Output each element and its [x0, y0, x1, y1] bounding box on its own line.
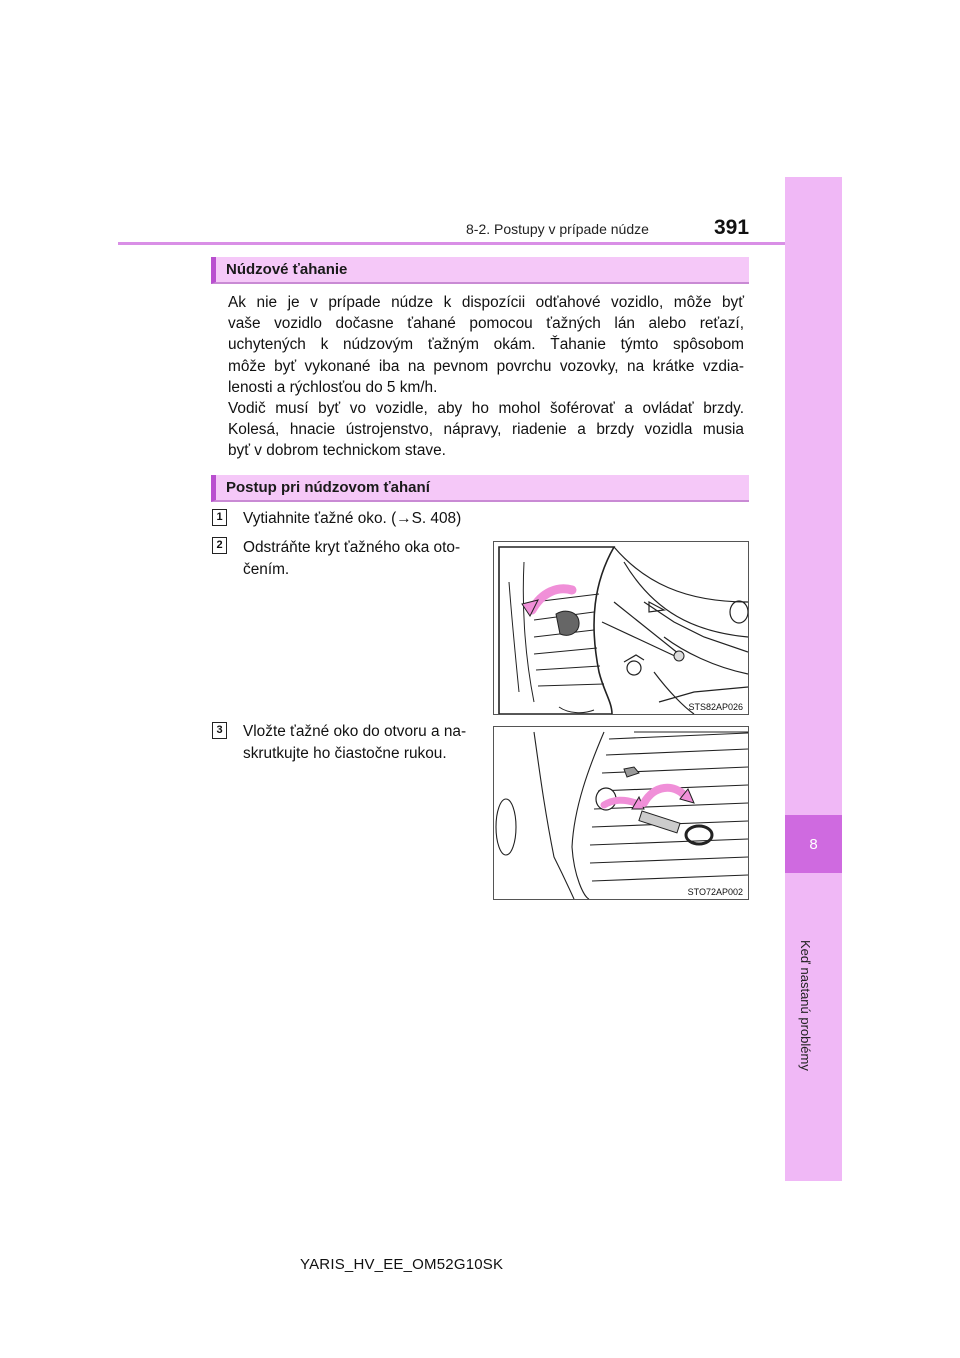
step-line: Vložte ťažné oko do otvoru a na-	[243, 723, 467, 740]
paragraph-towing-conditions	[228, 292, 744, 398]
section-heading-towing-procedure: Postup pri núdzovom ťahaní	[211, 475, 749, 502]
chapter-number-tab[interactable]: 8	[785, 815, 842, 873]
side-tab-upper	[785, 177, 842, 815]
step-1-text	[243, 508, 461, 530]
bumper-grille-drawing	[494, 542, 748, 714]
illustration-remove-cover	[493, 541, 749, 715]
page-number: 391	[714, 216, 750, 239]
step-line[interactable]: Vytiahnite ťažné oko. (→S. 408)	[243, 510, 462, 527]
illustration-code: STO72AP002	[687, 887, 743, 897]
step-line: čením.	[243, 561, 290, 578]
step-number-2: 2	[212, 537, 227, 554]
step-number-1: 1	[212, 509, 227, 526]
document-code: YARIS_HV_EE_OM52G10SK	[300, 1256, 504, 1273]
illustration-insert-towing-eye	[493, 726, 749, 900]
paragraph-line: Ak nie je v prípade núdze k dispozícii odťahové vozidlo, môže byť	[228, 294, 744, 311]
paragraph-driver-requirements	[228, 398, 744, 462]
illustration-code: STS82AP026	[688, 702, 743, 712]
chapter-label: Keď nastanú problémy	[798, 940, 813, 1071]
paragraph-line: môže byť vykonané iba na pevnom povrchu vozovky, na krátke vzdia-	[228, 357, 744, 375]
running-header-section: 8-2. Postupy v prípade núdze	[466, 221, 649, 237]
step-2-text	[243, 537, 460, 581]
paragraph-line: Kolesá, hnacie ústrojenstvo, nápravy, riadenie a brzdy vozidla musia	[228, 421, 744, 439]
paragraph-line: Vodič musí byť vo vozidle, aby ho mohol šoférovať a ovládať brzdy.	[228, 400, 744, 417]
side-tab-lower	[785, 873, 842, 1181]
paragraph-line: vaše vozidlo dočasne ťahané pomocou ťažných lán alebo reťazí,	[228, 315, 744, 333]
paragraph-line: byť v dobrom technickom stave.	[228, 442, 446, 460]
paragraph-line: uchytených k núdzovým ťažným okám. Ťahanie týmto spôsobom	[228, 336, 744, 354]
paragraph-line: lenosti a rýchlosťou do 5 km/h.	[228, 378, 438, 396]
step-line: skrutkujte ho čiastočne rukou.	[243, 745, 447, 762]
step-number-3: 3	[212, 722, 227, 739]
towing-eye-drawing	[494, 727, 748, 899]
step-line: Odstráňte kryt ťažného oka oto-	[243, 539, 461, 556]
step-3-text	[243, 721, 466, 765]
section-heading-emergency-towing: Núdzové ťahanie	[211, 257, 749, 284]
header-divider	[118, 242, 785, 245]
